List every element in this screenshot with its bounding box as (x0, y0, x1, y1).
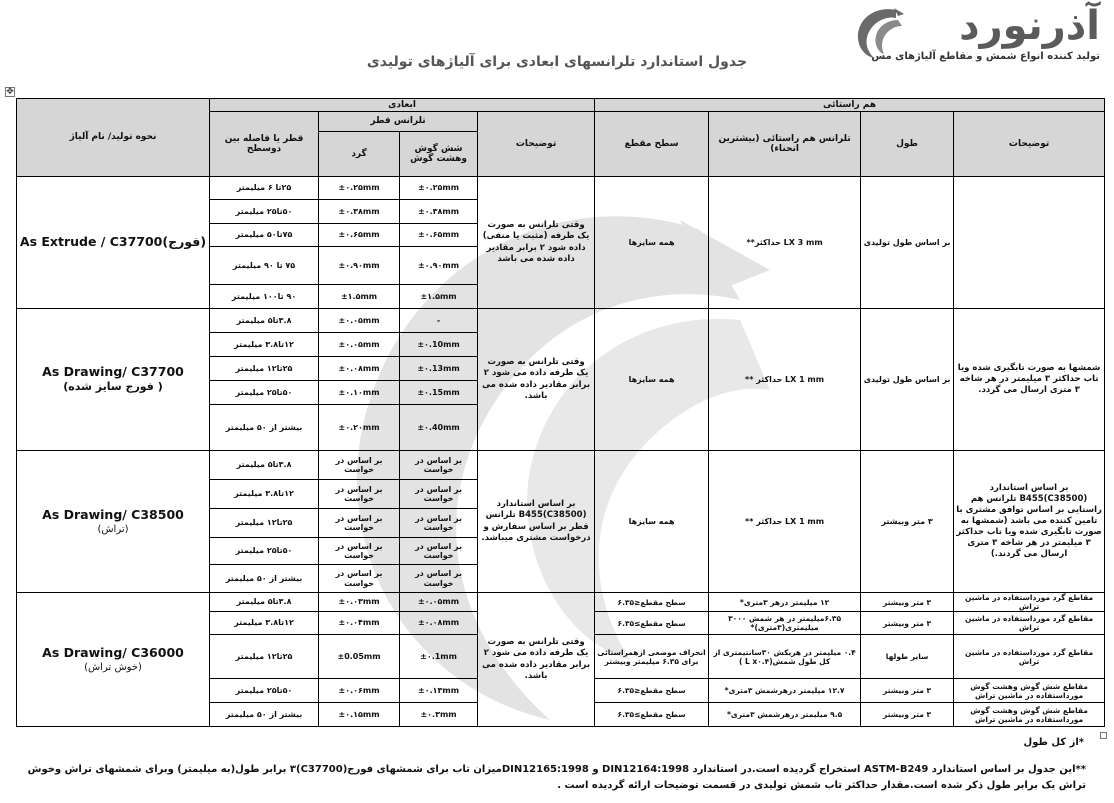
alloy-cell (17, 593, 210, 727)
diameter-cell: ۷۵ تا ۹۰ میلیمتر (210, 247, 319, 285)
header-cut-surface: سطح مقطع (595, 112, 709, 177)
diameter-cell: بیشتر از ۵۰ میلیمتر (210, 703, 319, 727)
hex-tolerance-cell: بر اساس در خواست (400, 509, 478, 538)
cut-surface-cell: همه سایزها (595, 451, 709, 593)
diameter-cell: ۲۵تا۱۲ میلیمتر (210, 357, 319, 381)
length-cell: بر اساس طول تولیدی (861, 309, 954, 451)
table-row (17, 309, 1105, 333)
header-length: طول (861, 112, 954, 177)
round-tolerance-cell: ±۰.۲۵mm (319, 177, 400, 200)
length-cell: ۳ متر وبیشتر (861, 679, 954, 703)
header-alloy: نحوه تولید/ نام آلیاژ (17, 99, 210, 177)
round-tolerance-cell: ±۰.۰۵mm (319, 309, 400, 333)
round-tolerance-cell: ±۰.۶۵mm (319, 224, 400, 247)
hex-tolerance-cell: ±۰.۶۵mm (400, 224, 478, 247)
hex-tolerance-cell: - (400, 309, 478, 333)
alloy-name: As Extrude / C37700(فورج) (19, 234, 207, 250)
round-tolerance-cell: ±۰.۱۰mm (319, 381, 400, 405)
straightness-tolerance-cell: ** حداکثر LX 1 mm (709, 451, 861, 593)
round-tolerance-cell: ±۰.۰۵mm (319, 333, 400, 357)
header-hex-oct: شش گوش وهشت گوش (400, 132, 478, 177)
diameter-cell: ۹۰ تا۱۰۰ میلیمتر (210, 285, 319, 309)
logo-name: آذرنورد (959, 3, 1100, 49)
round-tolerance-cell: ±۰.۰۴mm (319, 612, 400, 635)
diameter-cell: ۱۲تا۳.۸ میلیمتر (210, 333, 319, 357)
round-tolerance-cell: بر اساس در خواست (319, 480, 400, 509)
straightness-desc: مقاطع شش گوش وهشت گوش مورداستفاده در ماشین تراش (954, 679, 1105, 703)
diameter-cell: ۵۰تا۲۵ میلیمتر (210, 200, 319, 224)
hex-tolerance-cell: ±۰.۳۸mm (400, 200, 478, 224)
diameter-cell: ۳.۸تا۵ میلیمتر (210, 309, 319, 333)
length-cell: بر اساس طول تولیدی (861, 177, 954, 309)
hex-tolerance-cell: ±۰.۹۰mm (400, 247, 478, 285)
straightness-tolerance-cell: **حداکثر LX 3 mm (709, 177, 861, 309)
diameter-cell: ۲۵تا ۶ میلیمتر (210, 177, 319, 200)
alloy-cell (17, 177, 210, 309)
logo-tagline: تولید کننده انواع شمش و مقاطع آلیاژهای مس (871, 51, 1100, 62)
hex-tolerance-cell: بر اساس در خواست (400, 451, 478, 480)
diameter-cell: ۵۰تا۲۵ میلیمتر (210, 381, 319, 405)
round-tolerance-cell: ±۱.۵mm (319, 285, 400, 309)
hex-tolerance-cell: ±۰.۰۵mm (400, 593, 478, 612)
diameter-cell: بیشتر از ۵۰ میلیمتر (210, 565, 319, 593)
straightness-desc: مقاطع گرد مورداستفاده در ماشین تراش (954, 635, 1105, 679)
diameter-cell: بیشتر از ۵۰ میلیمتر (210, 405, 319, 451)
hex-tolerance-cell: ±۰.13mm (400, 357, 478, 381)
alloy-subtitle: (خوش تراش) (84, 662, 142, 674)
header-diameter-tolerance: تلرانس قطر (319, 112, 478, 132)
alloy-cell (17, 451, 210, 593)
hex-tolerance-cell: ±۰.۰۸mm (400, 612, 478, 635)
straightness-desc: مقاطع گرد مورداستفاده در ماشین تراش (954, 612, 1105, 635)
round-tolerance-cell: بر اساس در خواست (319, 565, 400, 593)
round-tolerance-cell: ±۰.۲۰mm (319, 405, 400, 451)
straightness-desc: مقاطع گرد مورداستفاده در ماشین تراش (954, 593, 1105, 612)
round-tolerance-cell: ±۰.۱۵mm (319, 703, 400, 727)
diameter-cell: ۱۲تا۳.۸ میلیمتر (210, 480, 319, 509)
round-tolerance-cell: ±۰.۰۳mm (319, 593, 400, 612)
round-tolerance-cell: ±۰.۰۸mm (319, 357, 400, 381)
diameter-cell: ۲۵تا۱۲ میلیمتر (210, 635, 319, 679)
alloy-subtitle: (تراش) (97, 524, 129, 536)
length-cell: ۳ متر وبیشتر (861, 612, 954, 635)
cut-surface-cell: همه سایزها (595, 177, 709, 309)
header-straightness-tolerance: تلرانس هم راستائی (بیشترین انحناء) (709, 112, 861, 177)
alloy-name: As Drawing/ C37700 (42, 364, 184, 380)
round-tolerance-cell: ±۰.۹۰mm (319, 247, 400, 285)
straightness-tolerance-cell: ۱۲ میلیمتر درهر ۳متری* (709, 593, 861, 612)
table-row (17, 177, 1105, 200)
hex-tolerance-cell: ±۰.۱۳mm (400, 679, 478, 703)
hex-tolerance-cell: بر اساس در خواست (400, 480, 478, 509)
round-tolerance-cell: ±۰.۰۶mm (319, 679, 400, 703)
table-row (17, 593, 1105, 612)
straightness-tolerance-cell: ** حداکثر LX 1 mm (709, 309, 861, 451)
diameter-cell: ۳.۸تا۵ میلیمتر (210, 451, 319, 480)
tolerance-table (16, 98, 1105, 727)
length-cell: ۳ متر وبیشتر (861, 593, 954, 612)
round-tolerance-cell: ±0.05mm (319, 635, 400, 679)
straightness-desc (954, 177, 1105, 309)
hex-tolerance-cell: ±۰.۲۵mm (400, 177, 478, 200)
diameter-cell: ۲۵تا۱۲ میلیمتر (210, 509, 319, 538)
header-straightness: هم راستائی (595, 99, 1105, 112)
header-dim-desc: توضیحات (478, 112, 595, 177)
alloy-subtitle: ( فورج سایز شده) (63, 380, 163, 394)
length-cell: ۳ متر وبیشتر (861, 451, 954, 593)
cut-surface-cell: انحراف موضعی ازهمراستائی برای ۶.۳۵ میلیمتر وبیشتر (595, 635, 709, 679)
dimensional-desc: وقتی تلرانس به صورت یک طرفه داده می شود ۲ برابر مقادیر داده شده می باشد. (478, 309, 595, 451)
cut-surface-cell: همه سایزها (595, 309, 709, 451)
length-cell: ۳ متر وبیشتر (861, 703, 954, 727)
dimensional-desc: وقتی تلرانس به صورت یک طرفه داده می شود ۲ برابر مقادیر داده شده می باشد. (478, 593, 595, 727)
diameter-cell: ۷۵تا۵۰ میلیمتر (210, 224, 319, 247)
alloy-name: As Drawing/ C38500 (42, 506, 184, 522)
hex-tolerance-cell: ±۰.10mm (400, 333, 478, 357)
dimensional-desc: وقتی تلرانس به صورت یک طرفه (مثبت یا منفی) داده شود ۲ برابر مقادیر داده شده می باشد (478, 177, 595, 309)
table-move-handle-icon[interactable]: ✥ (6, 87, 14, 97)
round-tolerance-cell: بر اساس در خواست (319, 538, 400, 565)
hex-tolerance-cell: ±۰.40mm (400, 405, 478, 451)
hex-tolerance-cell: بر اساس در خواست (400, 538, 478, 565)
straightness-tolerance-cell: ۱۲.۷ میلیمتر درهرشمش ۳متری* (709, 679, 861, 703)
header-dimensional: ابعادی (210, 99, 595, 112)
hex-tolerance-cell: بر اساس در خواست (400, 565, 478, 593)
straightness-desc: شمشها به صورت تابگیری شده ویا تاب حداکثر ۳ میلیمتر در هر شاخه ۳ متری ارسال می گردد. (954, 309, 1105, 451)
cut-surface-cell: سطح مقطع≤۶.۳۵ (595, 679, 709, 703)
straightness-tolerance-cell: ۶.۳۵میلیمتر در هر شمش ۳۰۰۰ میلیمتری(۳متری)* (709, 612, 861, 635)
hex-tolerance-cell: ±۰.1mm (400, 635, 478, 679)
straightness-tolerance-cell: ۰.۴ میلیمتر در هریکش ۳۰سانتیمتری از کل طول شمش(L x۰.۴ ) (709, 635, 861, 679)
alloy-cell (17, 309, 210, 451)
dimensional-desc: بر اساس استاندارد B455(C38500) تلرانس قطر بر اساس سفارش و درخواست مشتری میباشد. (478, 451, 595, 593)
header-diameter: قطر یا فاصله بین دوسطح (210, 112, 319, 177)
header-round: گرد (319, 132, 400, 177)
round-tolerance-cell: بر اساس در خواست (319, 451, 400, 480)
diameter-cell: ۵۰تا۲۵ میلیمتر (210, 538, 319, 565)
footnote-main: **این جدول بر اساس استاندارد ASTM-B249 استخراج گردیده است.در استاندارد DIN12164:1998 و DIN12165:1998میزان تاب برای شمشهای فورج(C37700)۳ برابر طول(به میلیمتر) وبرای شمشهای تراش وخوش تراش یک برابر طول ذکر شده است.مقدار حداکثر تاب شمش تولیدی در قسمت توضیحات ارائه گردیده است . (27, 764, 1086, 791)
table-row (17, 451, 1105, 480)
straightness-desc: بر اساس استاندارد B455(C38500) تلرانس هم راستایی بر اساس توافق مشتری با تامین کننده می باشد (شمشها به صورت تابگیری شده ویا تاب حداکثر ۳ میلیمتر در هر شاخه ۳ متری ارسال می گردند.) (954, 451, 1105, 593)
alloy-name: As Drawing/ C36000 (42, 644, 184, 660)
hex-tolerance-cell: ±۱.۵mm (400, 285, 478, 309)
diameter-cell: ۵۰تا۲۵ میلیمتر (210, 679, 319, 703)
page-title: جدول استاندارد تلرانسهای ابعادی برای آلیاژهای تولیدی (366, 54, 748, 70)
diameter-cell: ۱۲تا۳.۸ میلیمتر (210, 612, 319, 635)
diameter-cell: ۳.۸تا۵ میلیمتر (210, 593, 319, 612)
cut-surface-cell: سطح مقطع≥۶.۳۵ (595, 703, 709, 727)
straightness-tolerance-cell: ۹.۵ میلیمتر درهرشمش ۳متری* (709, 703, 861, 727)
length-cell: سایر طولها (861, 635, 954, 679)
hex-tolerance-cell: ±۰.۳mm (400, 703, 478, 727)
table-resize-handle[interactable] (1100, 732, 1107, 739)
cut-surface-cell: سطح مقطع≤۶.۳۵ (595, 593, 709, 612)
round-tolerance-cell: ±۰.۳۸mm (319, 200, 400, 224)
hex-tolerance-cell: ±۰.15mm (400, 381, 478, 405)
header-desc: توضیحات (954, 112, 1105, 177)
footnote-star: *از کل طول (1023, 737, 1084, 748)
cut-surface-cell: سطح مقطع≥۶.۳۵ (595, 612, 709, 635)
straightness-desc: مقاطع شش گوش وهشت گوش مورداستفاده در ماشین تراش (954, 703, 1105, 727)
round-tolerance-cell: بر اساس در خواست (319, 509, 400, 538)
